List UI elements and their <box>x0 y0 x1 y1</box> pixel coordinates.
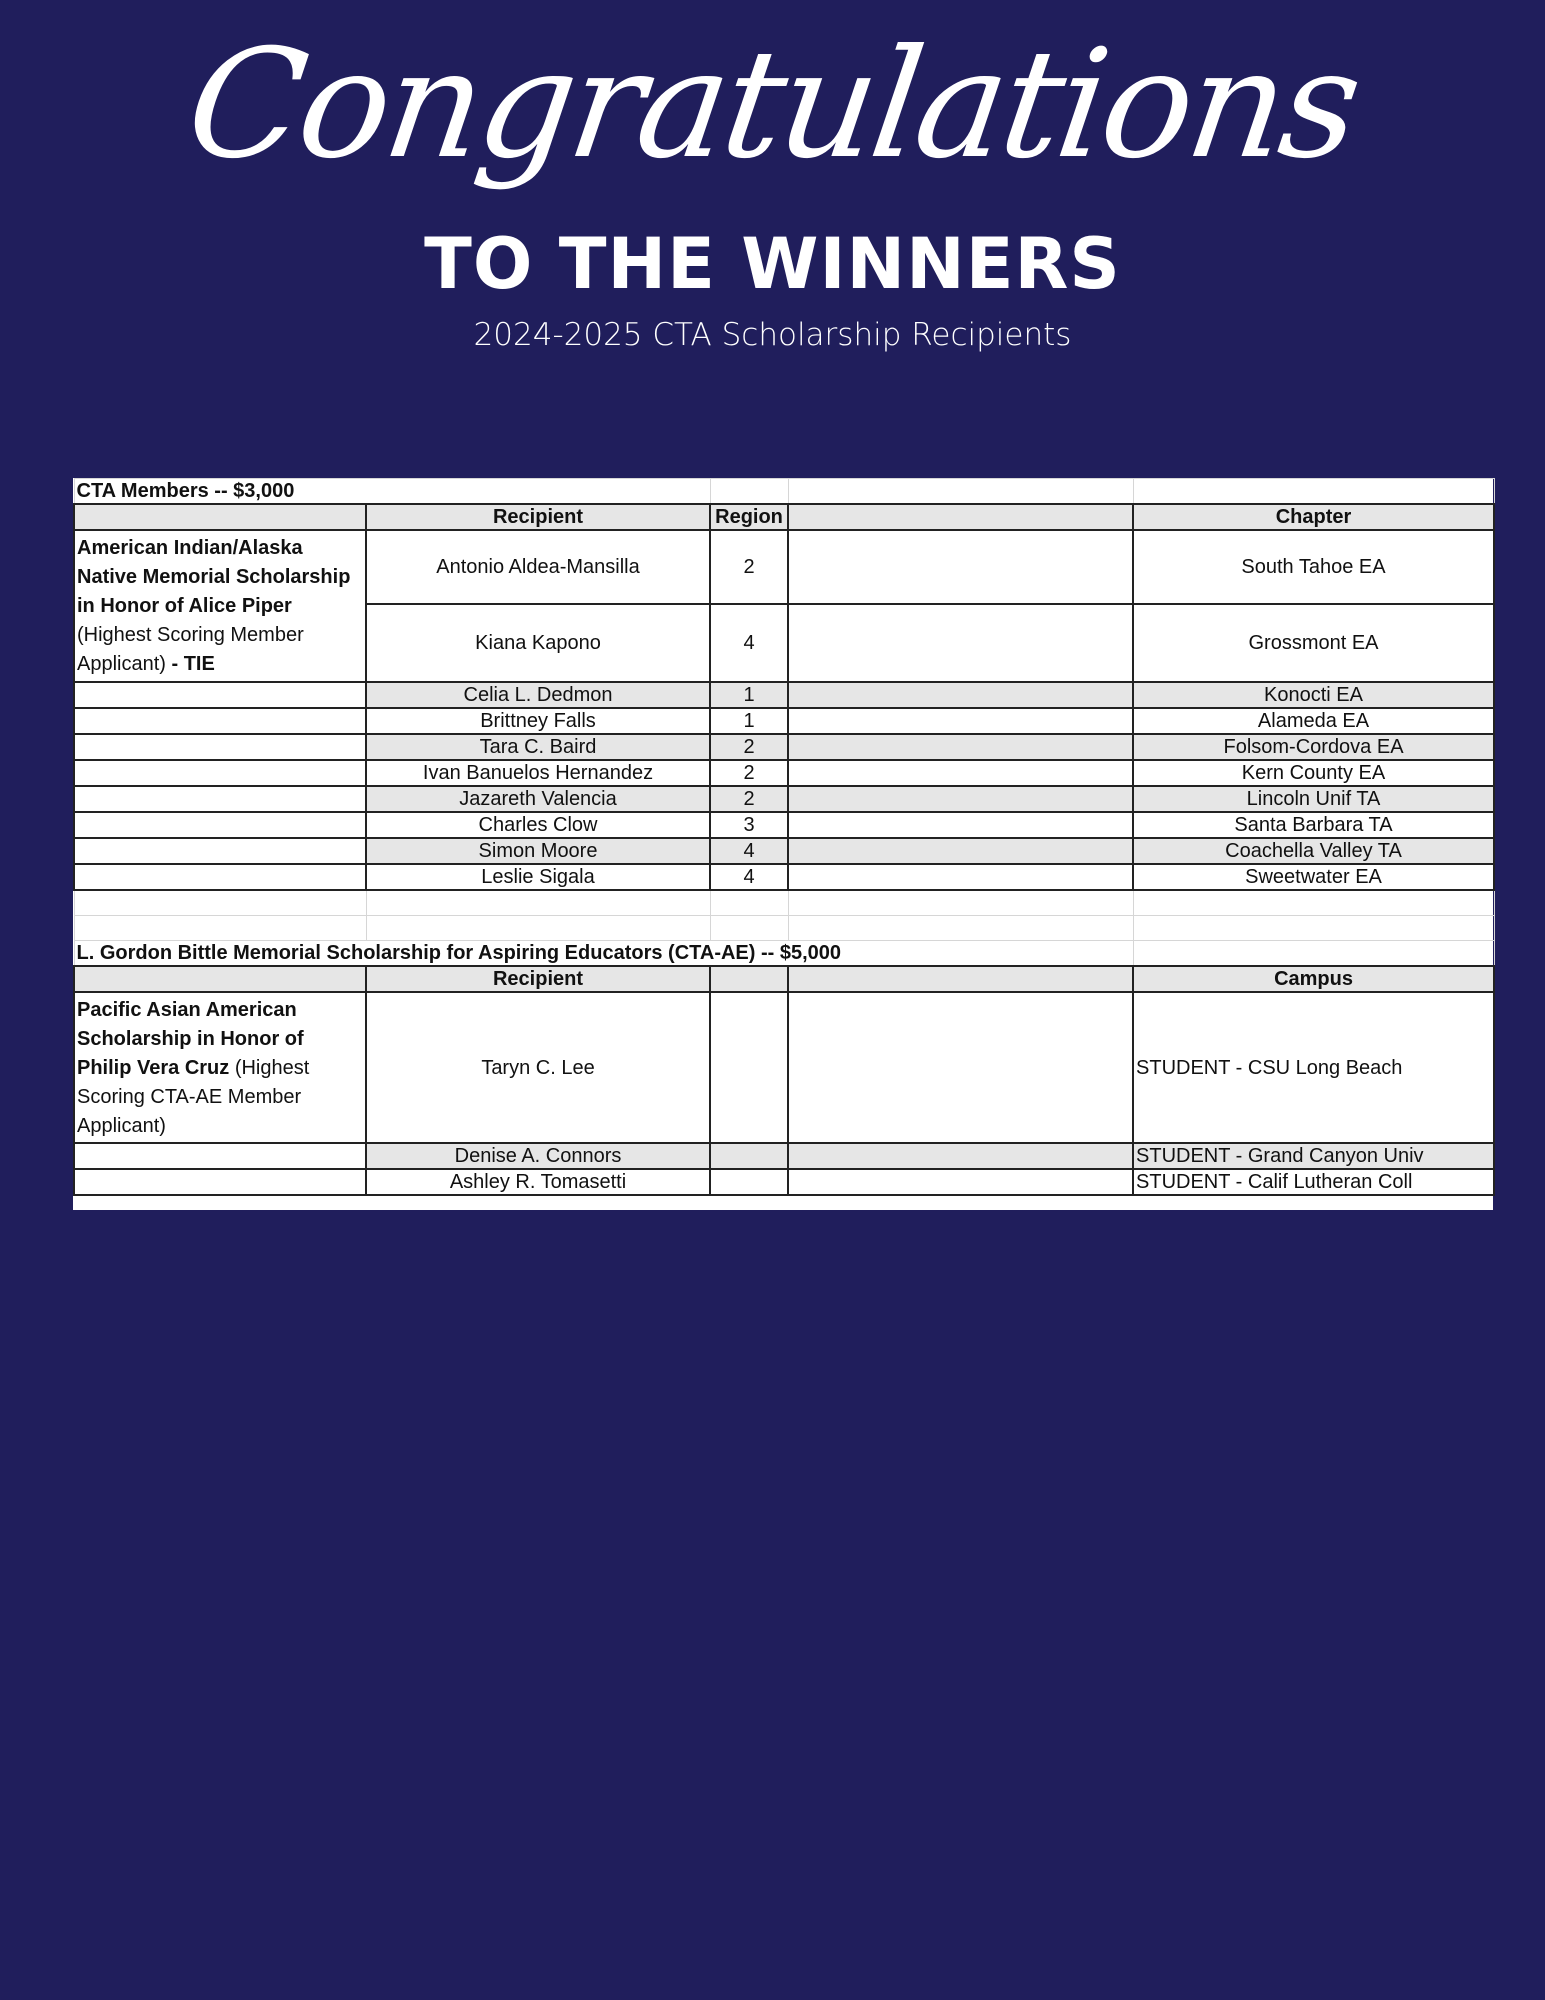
table-row-chapter: Grossmont EA <box>1133 604 1494 682</box>
table-row-recipient: Kiana Kapono <box>366 604 710 682</box>
region-column-header: Region <box>710 504 788 530</box>
award-note: (Highest Scoring Member Applicant) <box>77 624 304 675</box>
congratulations-heading: Congratulations <box>177 18 1368 192</box>
table-row: Charles Clow 3 Santa Barbara TA <box>74 812 1494 838</box>
table-row: Ivan Banuelos Hernandez 2 Kern County EA <box>74 760 1494 786</box>
tie-label: - TIE <box>171 653 215 675</box>
table-row-region: 2 <box>710 530 788 604</box>
table-row-chapter: South Tahoe EA <box>1133 530 1494 604</box>
table-row: Denise A. Connors STUDENT - Grand Canyon Univ <box>74 1143 1494 1169</box>
chapter-column-header: Chapter <box>1133 504 1494 530</box>
cta-ae-section-title: L. Gordon Bittle Memorial Scholarship for Aspiring Educators (CTA-AE) -- $5,000 <box>74 941 1133 967</box>
table-row: Jazareth Valencia 2 Lincoln Unif TA <box>74 786 1494 812</box>
table-row: Simon Moore 4 Coachella Valley TA <box>74 838 1494 864</box>
campus-column-header: Campus <box>1133 966 1494 992</box>
table-row: Leslie Sigala 4 Sweetwater EA <box>74 864 1494 890</box>
recipients-spreadsheet <box>73 478 1493 1210</box>
winners-heading: TO THE WINNERS <box>424 223 1121 305</box>
recipient-column-header: Recipient <box>366 966 710 992</box>
table-row: Brittney Falls 1 Alameda EA <box>74 708 1494 734</box>
table-row: Tara C. Baird 2 Folsom-Cordova EA <box>74 734 1494 760</box>
cta-members-award-name: American Indian/Alaska Native Memorial Scholarship in Honor of Alice Piper (Highest Scoring Member Applicant) - TIE <box>74 530 366 682</box>
award-note: (Highest Scoring CTA-AE Member Applicant) <box>77 1057 310 1137</box>
recipient-column-header: Recipient <box>366 504 710 530</box>
table-row-recipient: Antonio Aldea-Mansilla <box>366 530 710 604</box>
cta-members-section-title: CTA Members -- $3,000 <box>74 479 710 505</box>
table-row-region: 4 <box>710 604 788 682</box>
table-row-campus: STUDENT - CSU Long Beach <box>1133 992 1494 1143</box>
scholarship-table <box>73 478 1495 1196</box>
cta-ae-award-name: Pacific Asian American Scholarship in Honor of Philip Vera Cruz (Highest Scoring CTA-AE Member Applicant) <box>74 992 366 1143</box>
table-row: Celia L. Dedmon 1 Konocti EA <box>74 682 1494 708</box>
table-row-recipient: Taryn C. Lee <box>366 992 710 1143</box>
table-row: Ashley R. Tomasetti STUDENT - Calif Lutheran Coll <box>74 1169 1494 1195</box>
page-subtitle: 2024-2025 CTA Scholarship Recipients <box>473 317 1072 353</box>
